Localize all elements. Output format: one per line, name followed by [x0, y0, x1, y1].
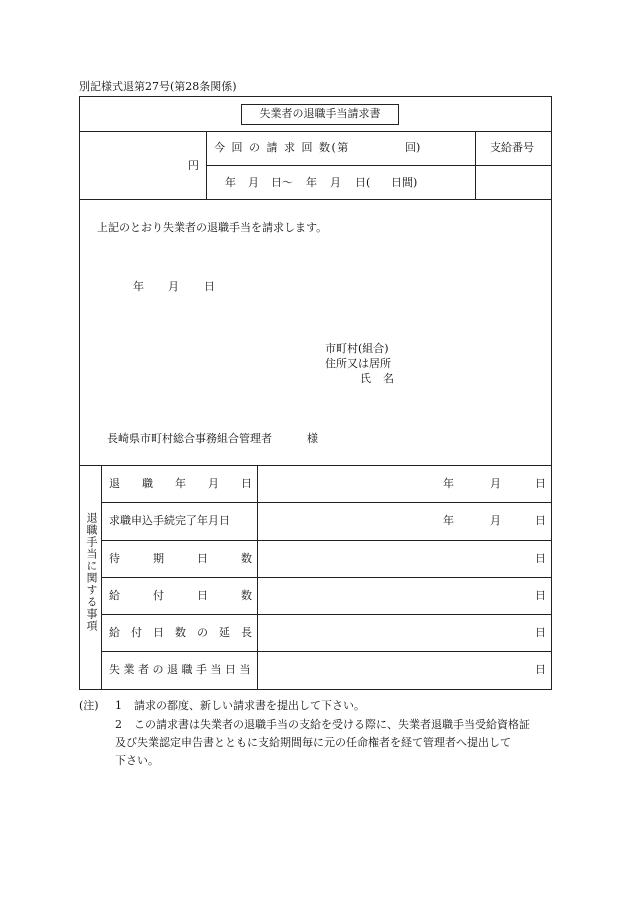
row-label-benefit-extension: 給 付 日 数 の 延 長: [109, 626, 252, 639]
row-waiting-days-unit: 日: [535, 552, 546, 565]
details-top-divider: [79, 465, 552, 466]
signature-address: 住所又は居所: [325, 357, 391, 370]
details-row-divider-5: [101, 651, 552, 652]
period-day-from: 日〜: [271, 176, 293, 189]
period-year: 年: [225, 176, 236, 189]
request-statement: 上記のとおり失業者の退職手当を請求します。: [97, 221, 328, 234]
header-bottom-divider: [79, 199, 552, 200]
addressee: 長崎県市町村総合事務組合管理者: [107, 432, 272, 445]
note-2-line-3: 下さい。: [115, 754, 159, 767]
request-count-suffix: 回): [405, 141, 421, 154]
signature-name-2: 名: [383, 372, 394, 385]
form-title: 失業者の退職手当請求書: [259, 107, 381, 120]
date-month: 月: [168, 280, 179, 293]
note-2-line-2: 及び失業認定申告書とともに支給期間毎に元の任命権者を経て管理者へ提出して: [115, 736, 511, 749]
period-month: 月: [248, 176, 259, 189]
addressee-honorific: 様: [307, 432, 318, 445]
yen-unit: 円: [188, 159, 199, 172]
row-label-benefit-days: 給 付 日 数: [109, 589, 252, 602]
period-month-2: 月: [330, 176, 341, 189]
details-row-divider-3: [101, 577, 552, 578]
row-job-application-year: 年: [443, 514, 454, 527]
details-row-divider-1: [101, 502, 552, 503]
payment-number-label: 支給番号: [490, 141, 534, 154]
row-label-job-application-date: 求職申込手続完了年月日: [109, 514, 230, 527]
period-day-open: 日(: [355, 176, 371, 189]
row-retirement-month: 月: [490, 477, 501, 490]
row-benefit-extension-unit: 日: [535, 626, 546, 639]
note-2-number: 2: [115, 718, 122, 731]
notes-label: (注): [79, 699, 99, 712]
date-day: 日: [204, 280, 215, 293]
period-year-2: 年: [306, 176, 317, 189]
header-mid-divider: [206, 165, 552, 166]
row-label-daily-allowance: 失 業 者 の 退 職 手 当 日 当: [109, 663, 251, 676]
date-year: 年: [133, 280, 144, 293]
row-retirement-day: 日: [535, 477, 546, 490]
title-row-divider: [79, 131, 552, 132]
note-2-line-1: この請求書は失業者の退職手当の支給を受ける際に、失業者退職手当受給資格証: [134, 718, 530, 731]
row-job-application-month: 月: [490, 514, 501, 527]
details-side-label: 退職手当に関する事項: [85, 512, 98, 632]
note-1-number: 1: [115, 699, 122, 712]
row-benefit-days-unit: 日: [535, 589, 546, 602]
period-days: 日間): [391, 176, 418, 189]
request-count-label: [214, 141, 350, 155]
note-1-text: 請求の都度、新しい請求書を提出して下さい。: [134, 699, 365, 712]
details-row-divider-4: [101, 614, 552, 615]
row-label-waiting-days: 待 期 日 数: [109, 552, 252, 565]
row-label-retirement-date: 退 職 年 月 日: [109, 477, 252, 490]
form-reference: 別記様式退第27号(第28条関係): [79, 80, 237, 93]
row-retirement-year: 年: [443, 477, 454, 490]
details-row-divider-2: [101, 540, 552, 541]
signature-name-1: 氏: [360, 372, 371, 385]
request-count-text: 今 回 の 請 求 回 数(第: [214, 141, 350, 154]
signature-municipality: 市町村(組合): [325, 342, 389, 355]
row-job-application-day: 日: [535, 514, 546, 527]
row-daily-allowance-unit: 日: [535, 663, 546, 676]
